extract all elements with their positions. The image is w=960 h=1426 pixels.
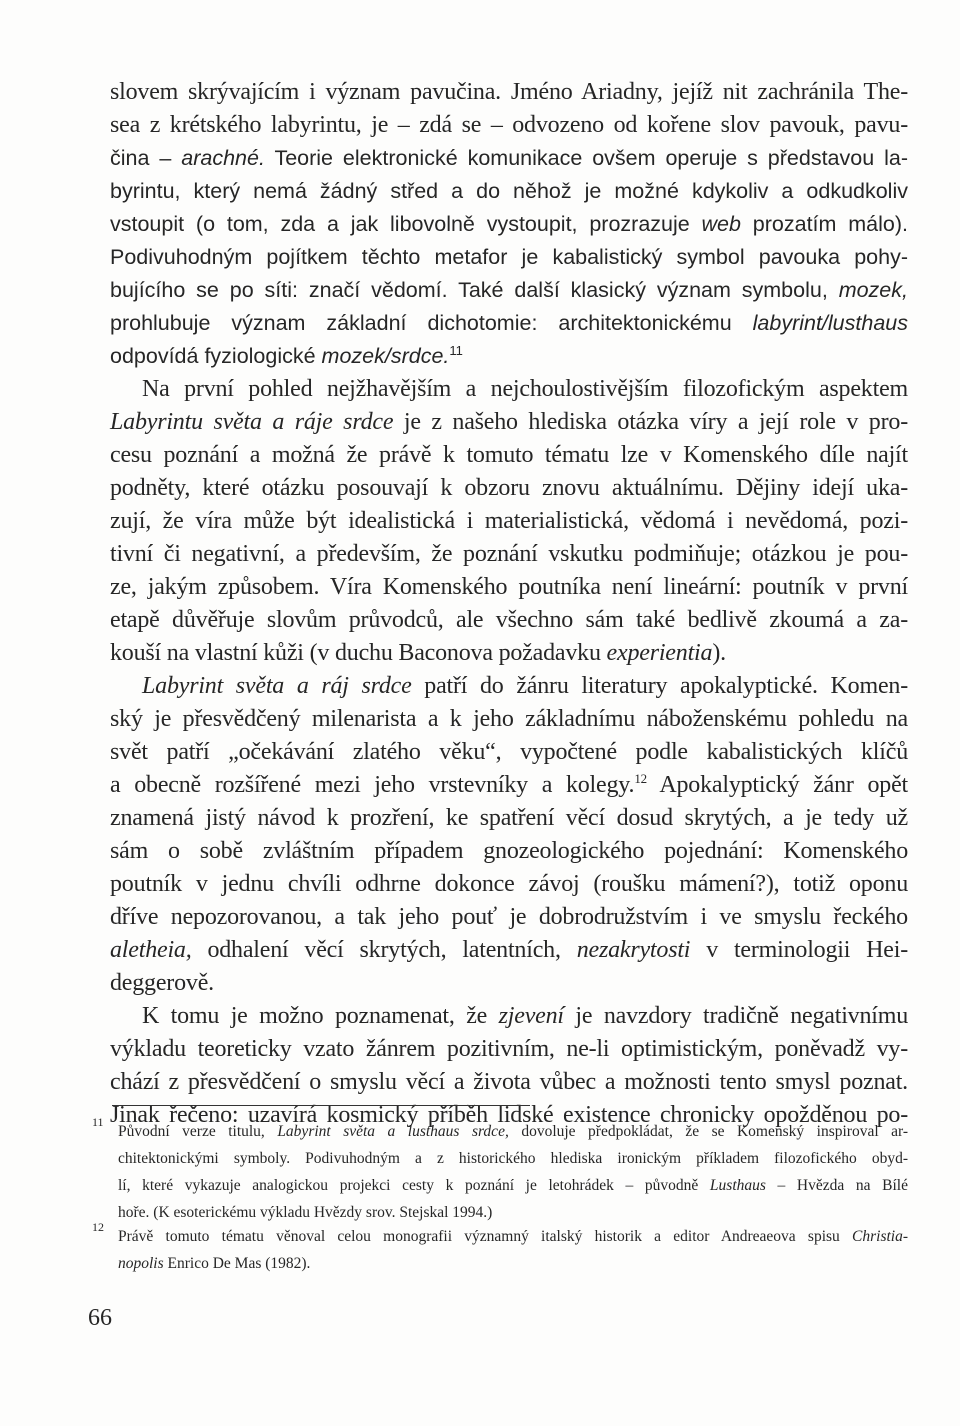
text-line: etapě důvěřuje slovům průvodců, ale všechno sám také bedlivě zkoumá a za- — [110, 607, 908, 633]
italic-text: Lusthaus — [709, 1177, 766, 1194]
text-line: aletheia, odhalení věcí skrytých, latentních, nezakrytosti v terminologii Hei- — [110, 937, 908, 963]
italic-text: arachné. — [181, 146, 265, 170]
footnote-line: chitektonickými symboly. Podivuhodným a z historického hlediska ironickým příkladem filozofického obyd- — [118, 1150, 908, 1167]
text-line: deggerově. — [110, 970, 214, 996]
italic-text: aletheia, — [110, 937, 192, 963]
text-line: bujícího se po síti: značí vědomí. Také další klasický význam symbolu, mozek, — [110, 278, 908, 302]
text-line: Na první pohled nejžhavějším a nejchoulostivějším filozofickým aspektem — [142, 376, 908, 402]
text-line: odpovídá fyziologické mozek/srdce.$^{11}$ — [110, 342, 463, 368]
italic-text: nezakrytosti — [576, 937, 691, 963]
text-line: tivní či negativní, a především, že poznání vskutku podmiňuje; otázkou je pou- — [110, 541, 908, 567]
italic-text: labyrint/lusthaus — [752, 311, 908, 335]
text-line: ze, jakým způsobem. Víra Komenského poutníka není lineární: poutník v první — [110, 574, 908, 600]
text-line: prohlubuje význam základní dichotomie: architektonickému labyrint/lusthaus — [110, 311, 908, 335]
text-line: kouší na vlastní kůži (v duchu Baconova požadavku experientia). — [110, 640, 726, 666]
footnote-mark: 11 — [92, 1115, 104, 1129]
text-line: K tomu je možno poznamenat, že zjevení je navzdory tradičně negativnímu — [142, 1003, 909, 1029]
text-line: byrintu, který nemá žádný střed a do něhož je možné kdykoliv a odkudkoliv — [110, 179, 908, 203]
text-line: výkladu teoreticky vzato žánrem pozitivním, ne-li optimistickým, poněvadž vy- — [110, 1036, 908, 1062]
footnote-line: Původní verze titulu, Labyrint světa a lusthaus srdce, dovoluje předpokládat, že se Komenský inspiroval ar- — [118, 1123, 909, 1140]
footnote-divider — [112, 1105, 530, 1106]
footnote-line: hoře. (K esoterickému výkladu Hvězdy srov. Stejskal 1994.) — [118, 1204, 493, 1221]
text-line: chází z přesvědčení o smyslu věcí a života vůbec a možnosti tento smysl poznat. — [110, 1069, 908, 1095]
text-line: vstoupit (o tom, zda a jak libovolně vystoupit, prozrazuje web prozatím málo). — [110, 212, 908, 236]
footnote-line: lí, které vykazuje analogickou projekci cesty k poznání je letohrádek – původně Lusthaus – Hvězda na Bílé — [118, 1177, 908, 1194]
text-line: podněty, které otázku posouvají k obzoru znovu aktuálnímu. Dějiny idejí uka- — [110, 475, 908, 501]
footnote — [92, 1220, 908, 1277]
text-line: Jinak řečeno: uzavírá kosmický příběh lidské existence chronicky opožděnou po- — [110, 1102, 908, 1128]
italic-text: experientia — [606, 640, 713, 666]
text-line: Podivuhodným pojítkem těchto metafor je kabalistický symbol pavouka pohy- — [110, 245, 908, 269]
italic-text: Labyrint světa a lusthaus srdce, — [277, 1123, 509, 1140]
text-line: ský je přesvědčený milenarista a k jeho základnímu náboženskému pohledu na — [110, 706, 908, 732]
text-line: cesu poznání a možná že právě k tomuto tématu lze v Komenského díle najít — [110, 442, 908, 468]
text-line: a obecně rozšířené mezi jeho vrstevníky a kolegy.$^{12}$ Apokalyptický žánr opět — [110, 771, 908, 798]
footnote-line: Právě tomuto tématu věnoval celou monografii významný italský historik a editor Andreaeova spisu Christia- — [118, 1228, 908, 1245]
italic-text: nopolis — [118, 1255, 164, 1272]
text-line: dříve nepozorovanou, a tak jeho pouť je dobrodružstvím i ve smyslu řeckého — [110, 904, 908, 930]
text-line: čina – arachné. Teorie elektronické komunikace ovšem operuje s představou la- — [110, 146, 908, 170]
text-line: sám o sobě zvláštním případem gnozeologického pojednání: Komenského — [110, 838, 908, 864]
text-line: Labyrint světa a ráj srdce patří do žánru literatury apokalyptické. Komen- — [142, 673, 908, 699]
italic-text: Labyrintu světa a ráje srdce — [110, 409, 394, 435]
text-line: slovem skrývajícím i význam pavučina. Jméno Ariadny, jejíž nit zachránila The- — [110, 79, 908, 105]
italic-text: Christia- — [852, 1228, 908, 1245]
italic-text: zjevení — [498, 1003, 564, 1029]
italic-text: web — [701, 212, 741, 236]
page-number: 66 — [88, 1305, 112, 1331]
italic-text: Labyrint světa a ráj srdce — [142, 673, 412, 699]
footnote-reference: 11 — [449, 342, 463, 358]
text-line: zují, že víra může být idealistická i materialistická, vědomá i nevědomá, pozi- — [110, 508, 908, 534]
footnote-line: nopolis Enrico De Mas (1982). — [118, 1255, 311, 1272]
italic-text: mozek/srdce. — [321, 344, 450, 368]
text-line: Labyrintu světa a ráje srdce je z našeho hlediska otázka víry a její role v pro- — [110, 409, 908, 435]
italic-text: mozek, — [838, 278, 908, 302]
text-line: svět patří „očekávání zlatého věku“, vypočtené podle kabalistických klíčů — [110, 739, 908, 765]
text-line: poutník v jednu chvíli odhrne dokonce závoj (roušku mámení?), totiž oponu — [110, 871, 908, 897]
text-line: znamená jistý návod k prozření, ke spatření věcí dosud skrytých, a je tedy už — [110, 805, 908, 831]
text-line: sea z krétského labyrintu, je – zdá se – odvozeno od kořene slov pavouk, pavu- — [110, 112, 908, 138]
footnote-reference: 12 — [634, 771, 647, 786]
body-text — [110, 76, 908, 1132]
footnote-mark: 12 — [92, 1220, 104, 1234]
